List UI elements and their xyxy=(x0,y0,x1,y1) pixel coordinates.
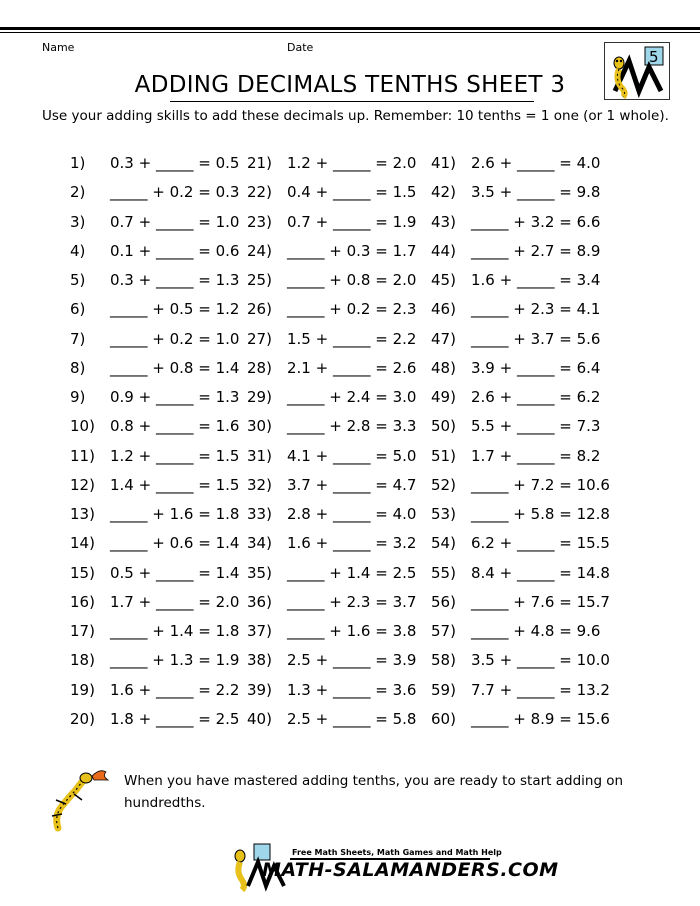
problem-number: 17) xyxy=(70,622,95,640)
problem-expression[interactable]: 3.9 + _____ = 6.4 xyxy=(471,358,601,377)
problem-expression[interactable]: 1.4 + _____ = 1.5 xyxy=(110,475,240,494)
problem-expression[interactable]: 2.5 + _____ = 3.9 xyxy=(287,651,417,670)
problem-number: 59) xyxy=(431,680,456,699)
problem-expression[interactable]: 0.4 + _____ = 1.5 xyxy=(287,183,417,202)
banner-tagline: Free Math Sheets, Math Games and Math Help xyxy=(292,848,502,857)
problem-number: 36) xyxy=(247,592,272,611)
problem-number: 35) xyxy=(247,563,272,582)
problem-number: 26) xyxy=(247,300,272,319)
problem-expression[interactable]: _____ + 4.8 = 9.6 xyxy=(471,622,601,640)
problem-number: 39) xyxy=(247,680,272,699)
problem-number: 20) xyxy=(70,709,95,728)
problem-number: 18) xyxy=(70,651,95,670)
banner-site-name: MATH-SALAMANDERS.COM xyxy=(262,859,559,881)
problem-number: 24) xyxy=(247,241,272,260)
problem-expression[interactable]: 1.5 + _____ = 2.2 xyxy=(287,329,417,348)
problem-number: 58) xyxy=(431,651,456,670)
problem-expression[interactable]: _____ + 2.4 = 3.0 xyxy=(287,388,417,406)
problem-expression[interactable]: 1.3 + _____ = 3.6 xyxy=(287,680,417,699)
problem-number: 8) xyxy=(70,358,86,377)
problem-number: 12) xyxy=(70,475,95,494)
problem-number: 33) xyxy=(247,505,272,523)
problem-number: 23) xyxy=(247,212,272,231)
problem-expression[interactable]: _____ + 1.3 = 1.9 xyxy=(110,651,240,670)
problem-number: 44) xyxy=(431,241,456,260)
problem-expression[interactable]: _____ + 1.4 = 1.8 xyxy=(110,622,240,640)
problem-expression[interactable]: 1.7 + _____ = 2.0 xyxy=(110,592,240,611)
problem-expression[interactable]: 0.8 + _____ = 1.6 xyxy=(110,417,240,436)
problem-number: 10) xyxy=(70,417,95,436)
problem-expression[interactable]: 1.6 + _____ = 3.4 xyxy=(471,271,601,289)
problem-expression[interactable]: _____ + 3.7 = 5.6 xyxy=(471,329,601,348)
date-label: Date xyxy=(287,41,314,54)
problem-number: 7) xyxy=(70,329,86,348)
problem-expression[interactable]: 1.2 + _____ = 2.0 xyxy=(287,154,417,172)
problem-expression[interactable]: 0.9 + _____ = 1.3 xyxy=(110,388,240,406)
problem-number: 55) xyxy=(431,563,456,582)
name-label: Name xyxy=(42,41,75,54)
grade-number: 5 xyxy=(649,48,659,66)
problem-number: 16) xyxy=(70,592,95,611)
problem-number: 56) xyxy=(431,592,456,611)
salamander-icon xyxy=(48,766,118,834)
problem-number: 3) xyxy=(70,212,86,231)
problem-number: 42) xyxy=(431,183,456,202)
problem-number: 53) xyxy=(431,505,456,523)
problem-expression[interactable]: 5.5 + _____ = 7.3 xyxy=(471,417,601,436)
problem-number: 60) xyxy=(431,709,456,728)
problem-expression[interactable]: _____ + 0.2 = 1.0 xyxy=(110,329,240,348)
top-rule xyxy=(0,27,700,30)
problem-number: 40) xyxy=(247,709,272,728)
problem-expression[interactable]: _____ + 0.2 = 0.3 xyxy=(110,183,240,202)
problem-number: 31) xyxy=(247,446,272,465)
problem-number: 37) xyxy=(247,622,272,640)
page-title: ADDING DECIMALS TENTHS SHEET 3 xyxy=(134,72,566,98)
problem-expression[interactable]: 3.7 + _____ = 4.7 xyxy=(287,475,417,494)
problem-number: 9) xyxy=(70,388,86,406)
problem-expression[interactable]: 0.5 + _____ = 1.4 xyxy=(110,563,240,582)
problem-number: 5) xyxy=(70,271,86,289)
problem-number: 54) xyxy=(431,534,456,553)
problem-number: 45) xyxy=(431,271,456,289)
problem-expression[interactable]: _____ + 0.8 = 2.0 xyxy=(287,271,417,289)
problem-expression[interactable]: _____ + 2.8 = 3.3 xyxy=(287,417,417,436)
problem-number: 15) xyxy=(70,563,95,582)
problem-expression[interactable]: _____ + 2.3 = 3.7 xyxy=(287,592,417,611)
problem-number: 29) xyxy=(247,388,272,406)
problem-number: 21) xyxy=(247,154,272,172)
problem-number: 52) xyxy=(431,475,456,494)
problem-number: 13) xyxy=(70,505,95,523)
problem-number: 38) xyxy=(247,651,272,670)
problem-expression[interactable]: 2.5 + _____ = 5.8 xyxy=(287,709,417,728)
problem-expression[interactable]: _____ + 0.2 = 2.3 xyxy=(287,300,417,319)
problem-number: 27) xyxy=(247,329,272,348)
problem-expression[interactable]: 4.1 + _____ = 5.0 xyxy=(287,446,417,465)
problem-number: 41) xyxy=(431,154,456,172)
problem-number: 57) xyxy=(431,622,456,640)
problem-number: 19) xyxy=(70,680,95,699)
problem-expression[interactable]: 0.7 + _____ = 1.0 xyxy=(110,212,240,231)
problem-number: 47) xyxy=(431,329,456,348)
problem-expression[interactable]: _____ + 1.4 = 2.5 xyxy=(287,563,417,582)
problem-number: 14) xyxy=(70,534,95,553)
problem-expression[interactable]: 1.7 + _____ = 8.2 xyxy=(471,446,601,465)
problem-number: 6) xyxy=(70,300,86,319)
problem-number: 25) xyxy=(247,271,272,289)
footer-message: When you have mastered adding tenths, you are ready to start adding on hundredths. xyxy=(124,773,624,811)
problem-number: 49) xyxy=(431,388,456,406)
problem-expression[interactable]: 1.2 + _____ = 1.5 xyxy=(110,446,240,465)
problem-expression[interactable]: _____ + 7.6 = 15.7 xyxy=(471,592,610,611)
problem-expression[interactable]: _____ + 0.3 = 1.7 xyxy=(287,241,417,260)
problem-expression[interactable]: 0.3 + _____ = 1.3 xyxy=(110,271,240,289)
problem-number: 30) xyxy=(247,417,272,436)
problem-expression[interactable]: 3.5 + _____ = 10.0 xyxy=(471,651,610,670)
problem-number: 50) xyxy=(431,417,456,436)
problem-expression[interactable]: 1.6 + _____ = 3.2 xyxy=(287,534,417,553)
problem-number: 1) xyxy=(70,154,86,172)
problem-expression[interactable]: 1.6 + _____ = 2.2 xyxy=(110,680,240,699)
problem-expression[interactable]: 6.2 + _____ = 15.5 xyxy=(471,534,610,553)
problem-expression[interactable]: _____ + 8.9 = 15.6 xyxy=(471,709,610,728)
problem-expression[interactable]: 2.1 + _____ = 2.6 xyxy=(287,358,417,377)
problem-expression[interactable]: 2.8 + _____ = 4.0 xyxy=(287,505,417,523)
problem-number: 43) xyxy=(431,212,456,231)
problem-number: 2) xyxy=(70,183,86,202)
problem-number: 22) xyxy=(247,183,272,202)
title-underline xyxy=(170,101,534,102)
problem-expression[interactable]: 0.3 + _____ = 0.5 xyxy=(110,154,240,172)
problem-number: 32) xyxy=(247,475,272,494)
problem-expression[interactable]: 0.1 + _____ = 0.6 xyxy=(110,241,240,260)
problem-expression[interactable]: 7.7 + _____ = 13.2 xyxy=(471,680,610,699)
problem-expression[interactable]: 2.6 + _____ = 6.2 xyxy=(471,388,601,406)
problem-expression[interactable]: _____ + 0.5 = 1.2 xyxy=(110,300,240,319)
problem-expression[interactable]: 1.8 + _____ = 2.5 xyxy=(110,709,240,728)
problem-expression[interactable]: _____ + 0.6 = 1.4 xyxy=(110,534,240,553)
problem-expression[interactable]: 2.6 + _____ = 4.0 xyxy=(471,154,601,172)
problem-number: 48) xyxy=(431,358,456,377)
problem-expression[interactable]: 8.4 + _____ = 14.8 xyxy=(471,563,610,582)
problem-expression[interactable]: _____ + 1.6 = 1.8 xyxy=(110,505,240,523)
problem-number: 51) xyxy=(431,446,456,465)
problem-number: 4) xyxy=(70,241,86,260)
problem-expression[interactable]: _____ + 1.6 = 3.8 xyxy=(287,622,417,640)
problem-expression[interactable]: _____ + 5.8 = 12.8 xyxy=(471,505,610,523)
problem-expression[interactable]: 0.7 + _____ = 1.9 xyxy=(287,212,417,231)
problem-expression[interactable]: _____ + 3.2 = 6.6 xyxy=(471,212,601,231)
problem-expression[interactable]: _____ + 0.8 = 1.4 xyxy=(110,358,240,377)
top-rule-thin xyxy=(0,32,700,33)
problem-number: 46) xyxy=(431,300,456,319)
problem-number: 28) xyxy=(247,358,272,377)
instructions: Use your adding skills to add these decimals up. Remember: 10 tenths = 1 one (or 1 whole). xyxy=(42,108,669,124)
problem-expression[interactable]: _____ + 2.3 = 4.1 xyxy=(471,300,601,319)
problem-number: 11) xyxy=(70,446,95,465)
problem-expression[interactable]: 3.5 + _____ = 9.8 xyxy=(471,183,601,202)
problem-number: 34) xyxy=(247,534,272,553)
problem-expression[interactable]: _____ + 7.2 = 10.6 xyxy=(471,475,610,494)
problem-expression[interactable]: _____ + 2.7 = 8.9 xyxy=(471,241,601,260)
